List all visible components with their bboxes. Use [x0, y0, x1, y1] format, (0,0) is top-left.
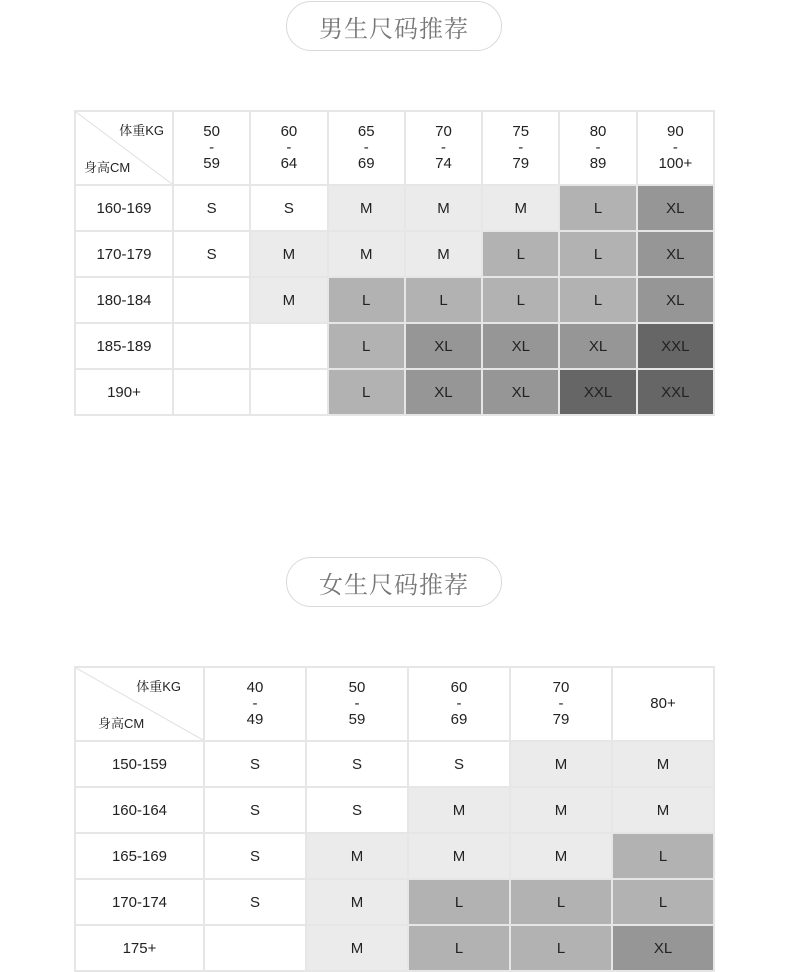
women-size-row [75, 833, 714, 879]
size-cell: L [405, 277, 482, 323]
size-cell [173, 369, 250, 415]
size-cell: M [408, 833, 510, 879]
size-cell: L [612, 879, 714, 925]
size-cell: M [250, 277, 327, 323]
size-cell: L [328, 323, 405, 369]
height-axis-label: 身高CM [98, 716, 145, 731]
size-cell: M [612, 741, 714, 787]
size-cell: L [612, 833, 714, 879]
men-size-table [74, 110, 715, 416]
height-range-cell: 170-179 [75, 231, 173, 277]
weight-header: 90 - 100+ [637, 111, 714, 185]
size-cell: XL [637, 277, 714, 323]
weight-header: 70 - 79 [510, 667, 612, 741]
size-cell: XL [637, 231, 714, 277]
size-cell: M [510, 741, 612, 787]
height-range-cell: 180-184 [75, 277, 173, 323]
size-cell: S [204, 741, 306, 787]
women-size-row [75, 925, 714, 971]
size-cell: L [328, 277, 405, 323]
size-cell: XL [612, 925, 714, 971]
men-size-row [75, 277, 714, 323]
weight-axis-label: 体重KG [136, 679, 181, 694]
height-range-cell: 165-169 [75, 833, 204, 879]
height-range-cell: 160-169 [75, 185, 173, 231]
size-cell: M [510, 833, 612, 879]
women-corner-cell [75, 667, 204, 741]
men-size-row [75, 185, 714, 231]
men-corner-cell [75, 111, 173, 185]
size-cell: L [482, 231, 559, 277]
size-cell: M [250, 231, 327, 277]
size-cell [173, 277, 250, 323]
weight-header: 50 - 59 [306, 667, 408, 741]
men-size-row [75, 231, 714, 277]
size-cell: XL [482, 369, 559, 415]
size-cell: L [510, 925, 612, 971]
weight-header: 65 - 69 [328, 111, 405, 185]
size-cell [204, 925, 306, 971]
weight-header: 75 - 79 [482, 111, 559, 185]
men-header-row [75, 111, 714, 185]
size-cell: M [328, 231, 405, 277]
size-cell [173, 323, 250, 369]
size-cell: L [408, 879, 510, 925]
size-cell: L [328, 369, 405, 415]
height-range-cell: 190+ [75, 369, 173, 415]
size-cell: L [559, 185, 636, 231]
women-size-row [75, 879, 714, 925]
size-cell: S [173, 231, 250, 277]
weight-header: 60 - 69 [408, 667, 510, 741]
size-cell: S [250, 185, 327, 231]
height-range-cell: 170-174 [75, 879, 204, 925]
height-range-cell: 175+ [75, 925, 204, 971]
men-size-row [75, 323, 714, 369]
size-cell: L [482, 277, 559, 323]
weight-header: 60 - 64 [250, 111, 327, 185]
size-cell: XXL [559, 369, 636, 415]
men-size-row [75, 369, 714, 415]
women-size-title: 女生尺码推荐 [286, 557, 502, 607]
size-cell: L [408, 925, 510, 971]
size-cell: XL [405, 323, 482, 369]
size-cell: S [306, 787, 408, 833]
size-cell: M [408, 787, 510, 833]
size-cell [250, 323, 327, 369]
weight-header: 50 - 59 [173, 111, 250, 185]
size-cell: XL [405, 369, 482, 415]
size-cell: L [510, 879, 612, 925]
women-size-row [75, 741, 714, 787]
size-cell: XXL [637, 369, 714, 415]
women-header-row [75, 667, 714, 741]
size-cell: S [306, 741, 408, 787]
size-cell: XL [637, 185, 714, 231]
size-cell: M [328, 185, 405, 231]
weight-header: 70 - 74 [405, 111, 482, 185]
weight-header: 80 - 89 [559, 111, 636, 185]
height-range-cell: 160-164 [75, 787, 204, 833]
size-cell: L [559, 231, 636, 277]
size-cell: S [408, 741, 510, 787]
size-cell: M [306, 879, 408, 925]
size-cell: M [612, 787, 714, 833]
size-cell: S [204, 833, 306, 879]
men-size-title: 男生尺码推荐 [286, 1, 502, 51]
height-range-cell: 185-189 [75, 323, 173, 369]
size-cell: M [482, 185, 559, 231]
height-axis-label: 身高CM [84, 160, 131, 175]
size-cell: XL [559, 323, 636, 369]
size-cell: M [306, 925, 408, 971]
size-cell: XXL [637, 323, 714, 369]
women-size-table [74, 666, 715, 972]
weight-header: 80+ [612, 667, 714, 741]
height-range-cell: 150-159 [75, 741, 204, 787]
size-cell: L [559, 277, 636, 323]
women-size-row [75, 787, 714, 833]
size-cell: S [204, 787, 306, 833]
size-cell: XL [482, 323, 559, 369]
size-cell [250, 369, 327, 415]
size-cell: S [173, 185, 250, 231]
weight-axis-label: 体重KG [119, 123, 164, 138]
size-cell: M [405, 231, 482, 277]
size-cell: M [306, 833, 408, 879]
size-cell: M [405, 185, 482, 231]
weight-header: 40 - 49 [204, 667, 306, 741]
size-cell: S [204, 879, 306, 925]
size-cell: M [510, 787, 612, 833]
